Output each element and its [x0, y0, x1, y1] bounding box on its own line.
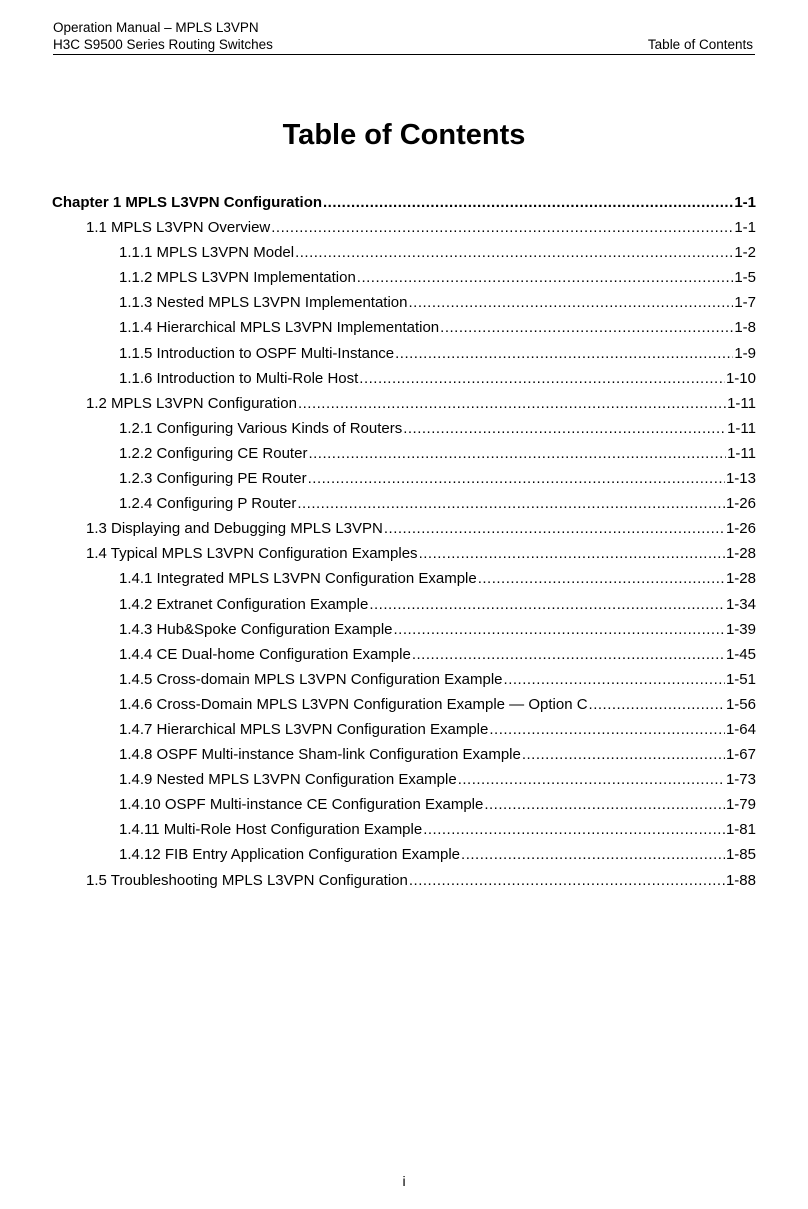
- toc-entry-title: 1.1.3 Nested MPLS L3VPN Implementation: [119, 294, 408, 312]
- toc-dot-leader: [522, 742, 725, 767]
- header-manual-title: Operation Manual – MPLS L3VPN: [53, 20, 259, 35]
- toc-entry[interactable]: [52, 667, 756, 692]
- toc-dot-leader: [489, 717, 725, 742]
- toc-dot-leader: [403, 416, 726, 441]
- toc-dot-leader: [295, 240, 733, 265]
- toc-entry-page: 1-64: [725, 720, 756, 738]
- toc-dot-leader: [589, 692, 725, 717]
- toc-entry-page: 1-9: [734, 344, 756, 362]
- toc-entry[interactable]: [52, 541, 756, 566]
- toc-entry-title: 1.4.10 OSPF Multi-instance CE Configuration Example: [119, 796, 484, 814]
- toc-entry-title: 1.2.3 Configuring PE Router: [119, 470, 307, 488]
- footer-page-number: i: [402, 1173, 406, 1189]
- toc-entry[interactable]: [52, 240, 756, 265]
- toc-entry-page: 1-67: [725, 746, 756, 764]
- toc-dot-leader: [419, 541, 725, 566]
- toc-entry-title: 1.4.2 Extranet Configuration Example: [119, 595, 369, 613]
- toc-entry-page: 1-10: [725, 369, 756, 387]
- toc-entry[interactable]: [52, 767, 756, 792]
- toc-entry-page: 1-11: [727, 419, 756, 437]
- toc-dot-leader: [504, 667, 725, 692]
- toc-dot-leader: [409, 868, 725, 893]
- toc-dot-leader: [484, 792, 725, 817]
- toc-entry-title: 1.2.2 Configuring CE Router: [119, 444, 308, 462]
- toc-entry-title: 1.1.6 Introduction to Multi-Role Host: [119, 369, 359, 387]
- toc-entry-title: 1.1 MPLS L3VPN Overview: [86, 219, 271, 237]
- toc-entry[interactable]: [52, 290, 756, 315]
- toc-entry-page: 1-81: [725, 821, 756, 839]
- toc-entry-page: 1-5: [734, 269, 756, 287]
- toc-entry[interactable]: [52, 416, 756, 441]
- header-section-name: Table of Contents: [647, 37, 753, 52]
- toc-entry-title: 1.4.7 Hierarchical MPLS L3VPN Configuration Example: [119, 720, 489, 738]
- toc-dot-leader: [308, 441, 726, 466]
- toc-entry-title: 1.1.5 Introduction to OSPF Multi-Instance: [119, 344, 395, 362]
- toc-dot-leader: [394, 617, 725, 642]
- toc-entry[interactable]: [52, 817, 756, 842]
- toc-dot-leader: [409, 290, 734, 315]
- toc-entry[interactable]: [52, 190, 756, 215]
- toc-entry-title: 1.3 Displaying and Debugging MPLS L3VPN: [86, 520, 383, 538]
- header-product-name: H3C S9500 Series Routing Switches: [53, 37, 273, 52]
- toc-entry[interactable]: [52, 617, 756, 642]
- toc-entry[interactable]: [52, 265, 756, 290]
- toc-entry-title: 1.4 Typical MPLS L3VPN Configuration Examples: [86, 545, 418, 563]
- toc-entry[interactable]: [52, 516, 756, 541]
- toc-entry-page: 1-13: [725, 470, 756, 488]
- toc-entry-page: 1-28: [725, 545, 756, 563]
- toc-entry-title: 1.4.8 OSPF Multi-instance Sham-link Configuration Example: [119, 746, 521, 764]
- toc-dot-leader: [461, 842, 725, 867]
- toc-entry-page: 1-45: [725, 645, 756, 663]
- toc-entry[interactable]: [52, 341, 756, 366]
- toc-entry-title: 1.4.5 Cross-domain MPLS L3VPN Configuration Example: [119, 670, 503, 688]
- toc-entry-page: 1-26: [725, 520, 756, 538]
- toc-entry-title: 1.4.4 CE Dual-home Configuration Example: [119, 645, 411, 663]
- toc-entry[interactable]: [52, 466, 756, 491]
- toc-entry[interactable]: [52, 366, 756, 391]
- toc-dot-leader: [384, 516, 725, 541]
- toc-entry-page: 1-85: [725, 846, 756, 864]
- toc-entry-page: 1-88: [725, 871, 756, 889]
- toc-entry[interactable]: [52, 692, 756, 717]
- toc-entry-title: Chapter 1 MPLS L3VPN Configuration: [52, 194, 323, 211]
- toc-entry-title: 1.1.1 MPLS L3VPN Model: [119, 244, 295, 262]
- toc-dot-leader: [359, 366, 725, 391]
- toc-entry-title: 1.4.12 FIB Entry Application Configuration Example: [119, 846, 461, 864]
- toc-entry-title: 1.2.4 Configuring P Router: [119, 495, 297, 513]
- toc-entry[interactable]: [52, 842, 756, 867]
- toc-entry-title: 1.2 MPLS L3VPN Configuration: [86, 394, 297, 412]
- toc-dot-leader: [458, 767, 725, 792]
- toc-dot-leader: [395, 341, 733, 366]
- toc-entry-title: 1.1.2 MPLS L3VPN Implementation: [119, 269, 356, 287]
- toc-entry-page: 1-7: [734, 294, 756, 312]
- toc-entry-page: 1-1: [734, 194, 756, 211]
- toc-entry[interactable]: [52, 592, 756, 617]
- toc-entry[interactable]: [52, 315, 756, 340]
- toc-entry[interactable]: [52, 566, 756, 591]
- toc-entry-page: 1-34: [725, 595, 756, 613]
- toc-entry-page: 1-79: [725, 796, 756, 814]
- toc-dot-leader: [369, 592, 725, 617]
- toc-entry-title: 1.4.1 Integrated MPLS L3VPN Configuration Example: [119, 570, 477, 588]
- running-header: [53, 20, 755, 55]
- toc-dot-leader: [478, 566, 725, 591]
- toc-dot-leader: [323, 190, 733, 215]
- toc-entry-title: 1.2.1 Configuring Various Kinds of Routers: [119, 419, 403, 437]
- toc-entry-title: 1.4.11 Multi-Role Host Configuration Example: [119, 821, 423, 839]
- toc-entry-title: 1.4.6 Cross-Domain MPLS L3VPN Configuration Example — Option C: [119, 695, 588, 713]
- page-title: Table of Contents: [282, 119, 526, 151]
- toc-dot-leader: [297, 491, 725, 516]
- toc-entry-page: 1-73: [725, 771, 756, 789]
- toc-entry[interactable]: [52, 742, 756, 767]
- toc-entry-page: 1-1: [734, 219, 756, 237]
- toc-entry[interactable]: [52, 717, 756, 742]
- toc-entry-page: 1-28: [725, 570, 756, 588]
- toc-entry-page: 1-51: [725, 670, 756, 688]
- toc-dot-leader: [440, 315, 733, 340]
- toc-entry[interactable]: [52, 215, 756, 240]
- toc-entry-title: 1.4.3 Hub&Spoke Configuration Example: [119, 620, 393, 638]
- toc-dot-leader: [423, 817, 725, 842]
- toc-dot-leader: [308, 466, 725, 491]
- toc-entry-page: 1-2: [734, 244, 756, 262]
- toc-entry-page: 1-11: [727, 394, 756, 412]
- toc-entry[interactable]: [52, 642, 756, 667]
- toc-dot-leader: [412, 642, 725, 667]
- toc-entry-page: 1-56: [725, 695, 756, 713]
- toc-dot-leader: [357, 265, 734, 290]
- toc-entry-page: 1-39: [725, 620, 756, 638]
- toc-entry-title: 1.4.9 Nested MPLS L3VPN Configuration Example: [119, 771, 457, 789]
- toc-entry[interactable]: [52, 792, 756, 817]
- toc-entry-page: 1-26: [725, 495, 756, 513]
- toc-entry[interactable]: [52, 441, 756, 466]
- toc-entry-title: 1.5 Troubleshooting MPLS L3VPN Configuration: [86, 871, 408, 889]
- toc-entry-title: 1.1.4 Hierarchical MPLS L3VPN Implementation: [119, 319, 440, 337]
- toc-entry[interactable]: [52, 868, 756, 893]
- toc-entry[interactable]: [52, 391, 756, 416]
- table-of-contents: [52, 190, 756, 893]
- toc-entry[interactable]: [52, 491, 756, 516]
- toc-dot-leader: [298, 391, 726, 416]
- toc-entry-page: 1-8: [734, 319, 756, 337]
- toc-entry-page: 1-11: [727, 444, 756, 462]
- toc-dot-leader: [271, 215, 733, 240]
